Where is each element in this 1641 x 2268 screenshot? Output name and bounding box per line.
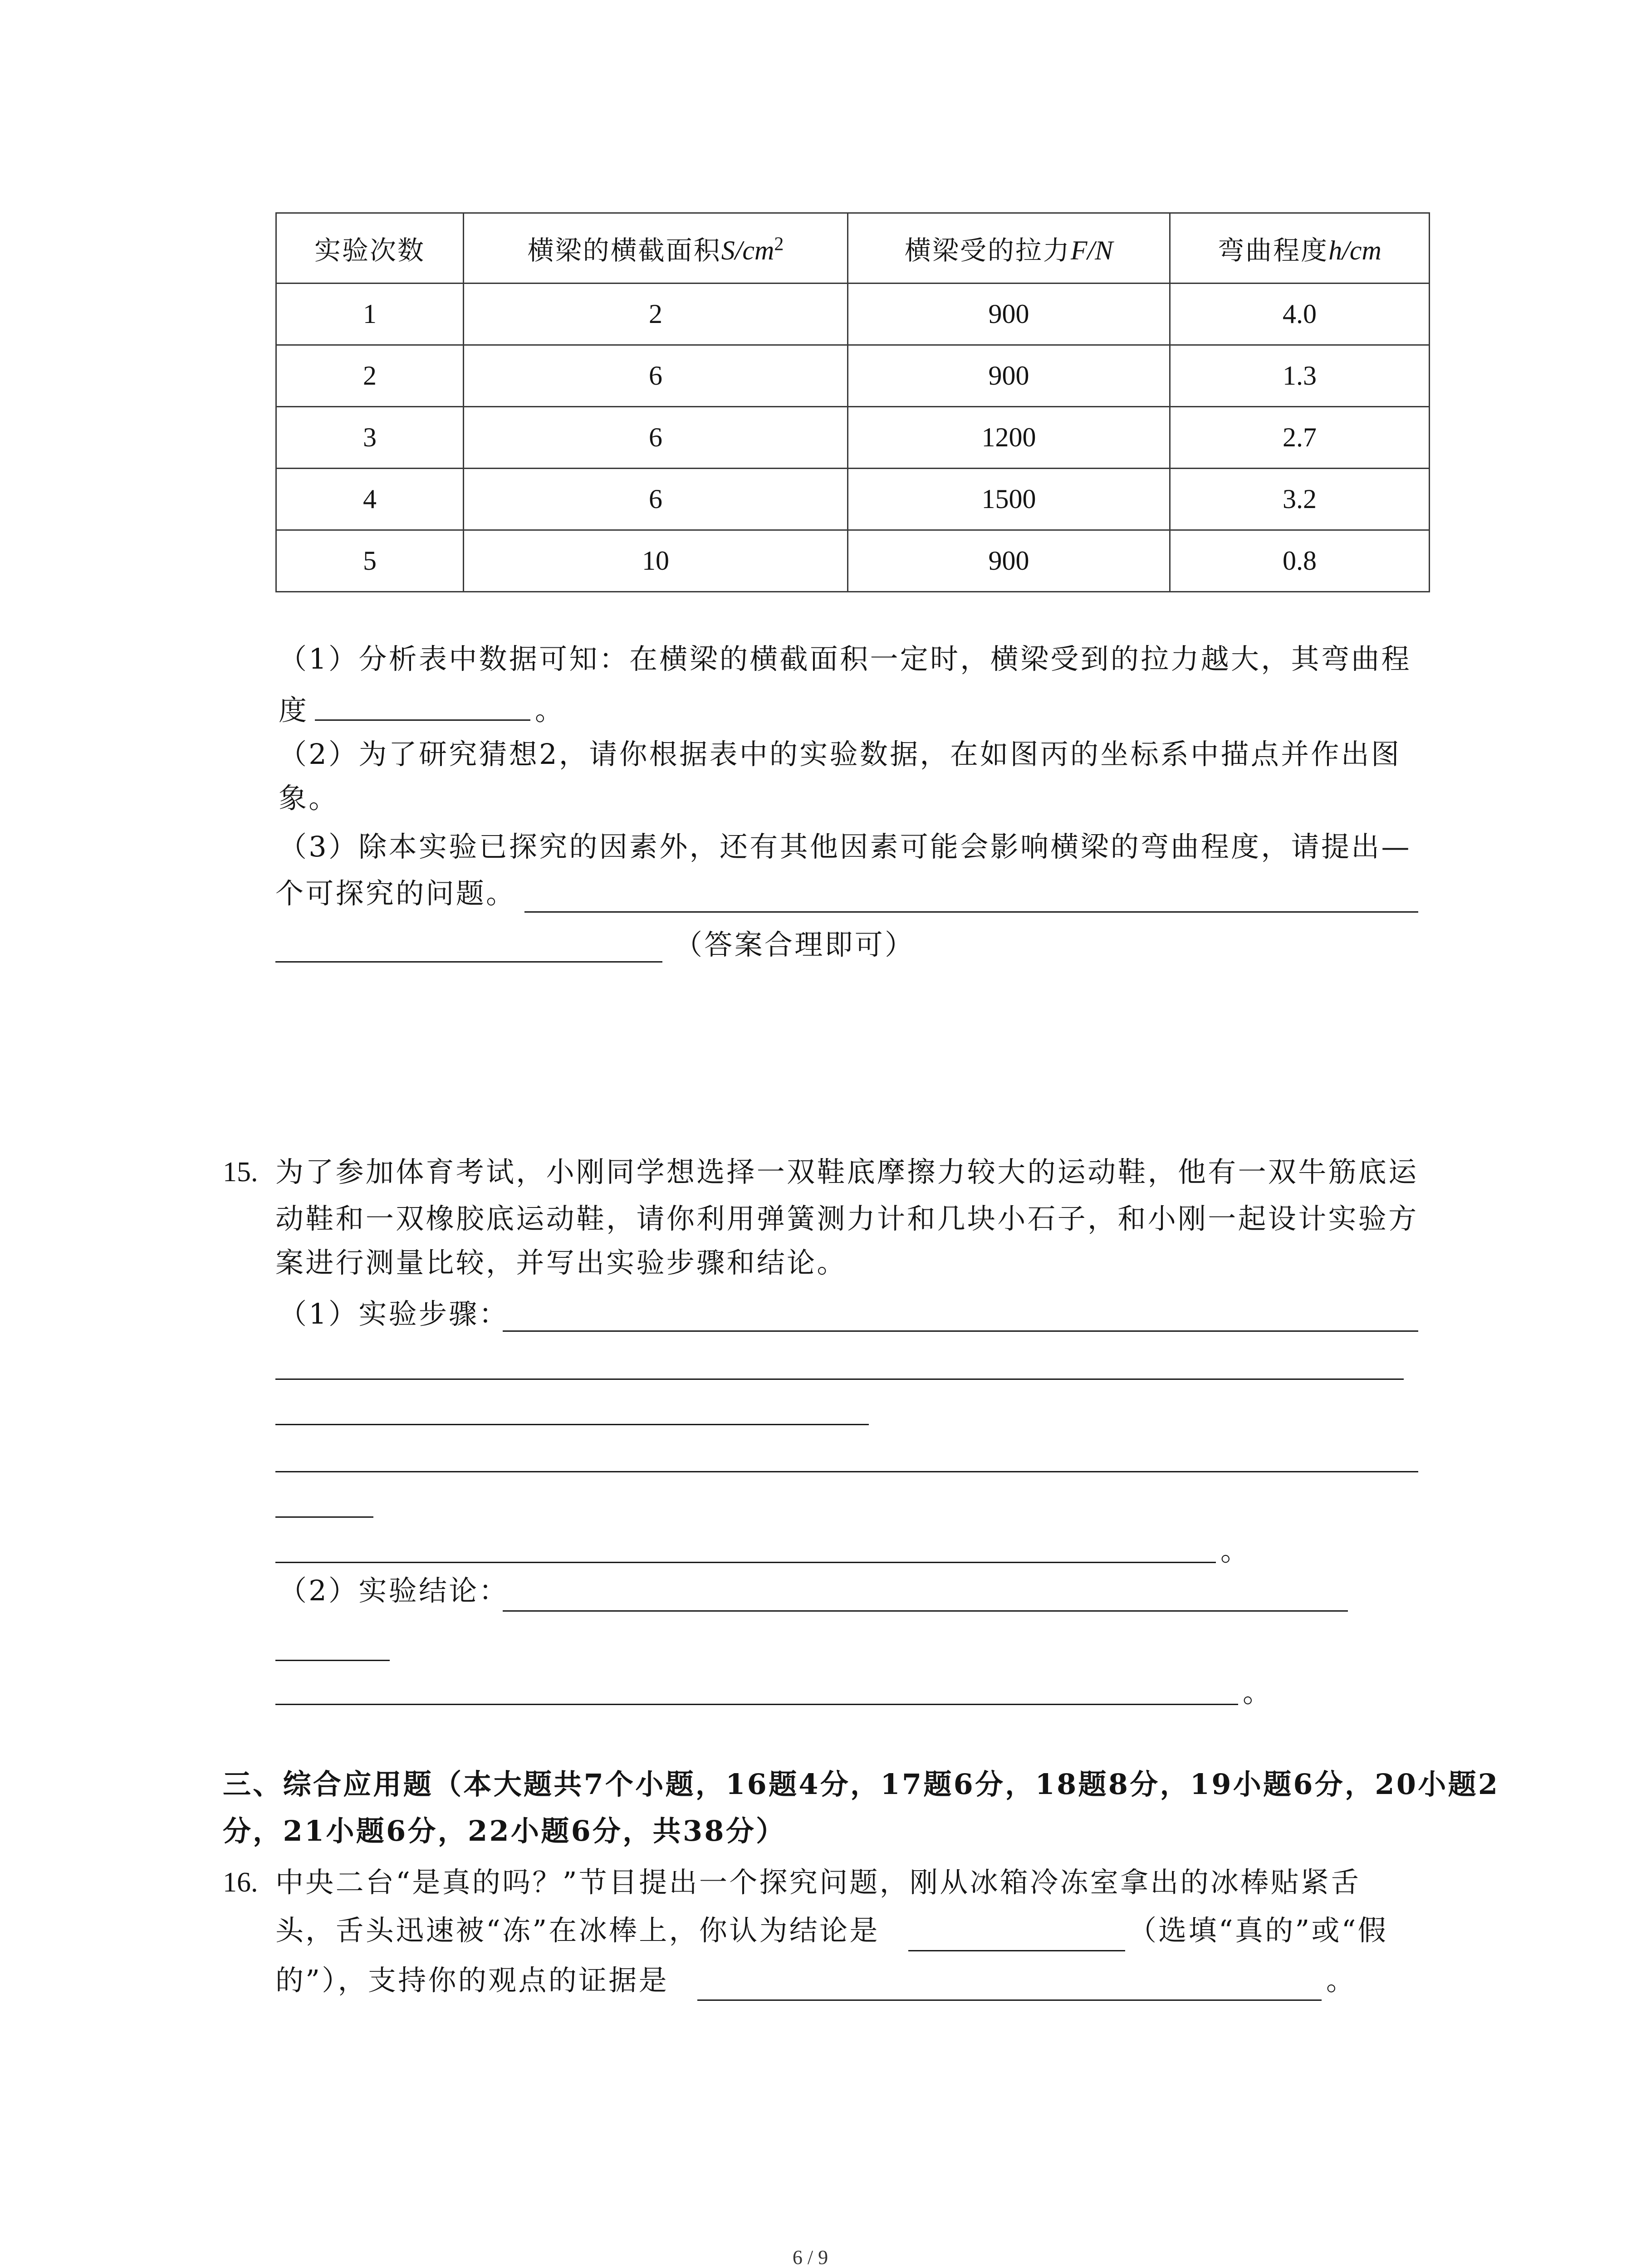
part3-note: （答案合理即可） [674,928,915,961]
section3-heading-line2: 分，21小题6分，22小题6分，共38分） [223,1814,786,1848]
answer-blank [908,1950,1125,1951]
q16-line2-prefix: 头，舌头迅速被“冻”在冰棒上，你认为结论是 [275,1914,880,1947]
answer-blank [275,1378,1404,1380]
header-bend-degree [1170,213,1430,284]
table-cell: 900 [848,530,1170,592]
table-cell: 1200 [848,407,1170,469]
q16-line3-suffix: 。 [1326,1964,1357,1997]
header-unit-symbol: h/cm [1328,235,1381,265]
table-cell: 4 [276,469,464,530]
q15-line2: 动鞋和一双橡胶底运动鞋，请你利用弹簧测力计和几块小石子，和小刚一起设计实验方 [275,1202,1419,1235]
table-cell: 10 [464,530,848,592]
q15-steps-label: （1）实验步骤： [279,1297,509,1330]
answer-blank [697,1999,1322,2001]
header-unit-exponent: 2 [774,234,784,255]
table-cell: 3.2 [1170,469,1430,530]
table-cell: 2 [276,345,464,407]
header-label: 实验次数 [314,235,425,266]
q15-conclusion-end: 。 [1243,1676,1273,1709]
q15-line1: 为了参加体育考试，小刚同学想选择一双鞋底摩擦力较大的运动鞋，他有一双牛筋底运 [275,1155,1419,1188]
header-unit-symbol: S/cm [721,235,774,265]
header-trial-count [276,213,464,284]
answer-blank [275,961,662,963]
q16-line1: 中央二台“是真的吗？”节目提出一个探究问题，刚从冰箱冷冻室拿出的冰棒贴紧舌 [275,1866,1361,1899]
experiment-data-table [275,212,1430,592]
header-label: 弯曲程度 [1218,235,1329,266]
header-cross-section-area [464,213,848,284]
answer-blank [275,1562,1216,1563]
answer-blank [275,1660,390,1661]
answer-blank [275,1471,1418,1472]
table-cell: 3 [276,407,464,469]
header-pull-force [848,213,1170,284]
table-cell: 1500 [848,469,1170,530]
q15-conclusion-label: （2）实验结论： [279,1574,509,1607]
header-label: 横梁受的拉力 [904,235,1071,266]
header-label: 横梁的横截面积 [527,235,721,266]
q16-line2-suffix: （选填“真的”或“假 [1128,1914,1388,1947]
part3-line1: （3）除本实验已探究的因素外，还有其他因素可能会影响横梁的弯曲程度，请提出— [279,830,1411,863]
part2-line1: （2）为了研究猜想2，请你根据表中的实验数据，在如图丙的坐标系中描点并作出图 [279,738,1401,771]
answer-blank [275,1516,373,1518]
header-unit-symbol: F/N [1070,235,1113,265]
table-cell: 900 [848,345,1170,407]
page-number: 6 / 9 [792,2246,828,2268]
part1-line1: （1）分析表中数据可知：在横梁的横截面积一定时，横梁受到的拉力越大，其弯曲程 [279,642,1411,675]
part1-line2-prefix: 度 [279,694,309,727]
table-row [276,284,1430,345]
table-row [276,407,1430,469]
table-cell: 0.8 [1170,530,1430,592]
table-cell: 4.0 [1170,284,1430,345]
table-cell: 2 [464,284,848,345]
section3-heading-line1: 三、综合应用题（本大题共7个小题，16题4分，17题6分，18题8分，19小题6分，20小题2 [223,1768,1500,1801]
answer-blank [503,1610,1348,1612]
q15-line3: 案进行测量比较，并写出实验步骤和结论。 [275,1246,847,1279]
table-cell: 1 [276,284,464,345]
table-cell: 6 [464,407,848,469]
answer-blank [315,719,530,721]
answer-blank [275,1704,1238,1705]
question-number-16: 16. [223,1867,258,1898]
q15-steps-end: 。 [1220,1534,1251,1567]
table-row [276,530,1430,592]
table-cell: 6 [464,345,848,407]
part2-line2: 象。 [279,782,339,815]
table-cell: 6 [464,469,848,530]
table-cell: 5 [276,530,464,592]
answer-blank [275,1424,869,1425]
answer-blank [524,911,1418,913]
table-cell: 900 [848,284,1170,345]
table-row [276,345,1430,407]
table-header-row [276,213,1430,284]
part3-line2: 个可探究的问题。 [275,877,516,910]
q16-line3-prefix: 的”），支持你的观点的证据是 [275,1964,669,1997]
answer-blank [503,1330,1418,1332]
part1-line2-suffix: 。 [535,694,565,727]
question-number-15: 15. [223,1157,258,1188]
table-cell: 1.3 [1170,345,1430,407]
table-cell: 2.7 [1170,407,1430,469]
table-row [276,469,1430,530]
